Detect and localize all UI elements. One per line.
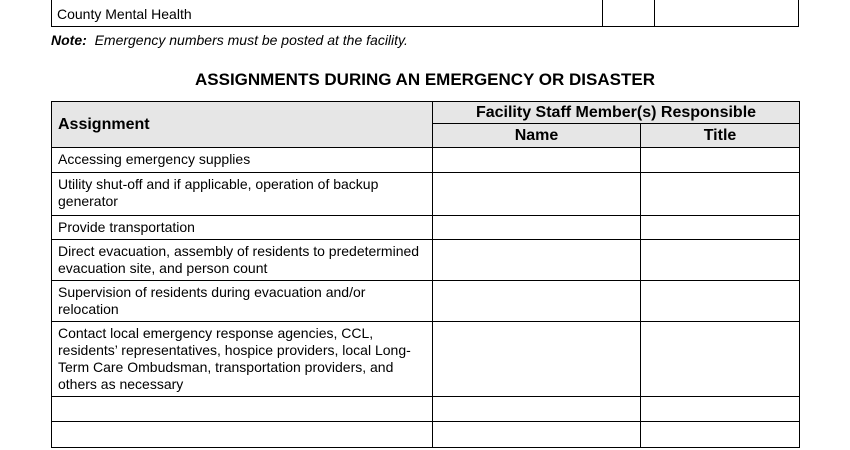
table-row bbox=[52, 281, 799, 322]
table-row bbox=[52, 422, 799, 447]
assignment-header-label: Assignment bbox=[58, 116, 150, 133]
assignment-column-header bbox=[52, 102, 433, 147]
title-input-cell[interactable] bbox=[641, 173, 799, 215]
assignment-cell: Supervision of residents during evacuation and/or relocation bbox=[52, 281, 433, 321]
name-column-header: Name bbox=[433, 124, 641, 147]
title-input-cell[interactable] bbox=[641, 148, 799, 172]
name-input-cell[interactable] bbox=[433, 397, 641, 421]
county-mental-health-label: County Mental Health bbox=[57, 6, 192, 22]
title-input-cell[interactable] bbox=[641, 281, 799, 321]
title-input-cell[interactable] bbox=[641, 422, 799, 447]
contact-cell-blank[interactable] bbox=[603, 0, 655, 26]
name-input-cell[interactable] bbox=[433, 322, 641, 396]
table-row bbox=[52, 322, 799, 397]
name-input-cell[interactable] bbox=[433, 240, 641, 280]
title-input-cell[interactable] bbox=[641, 240, 799, 280]
name-input-cell[interactable] bbox=[433, 173, 641, 215]
top-contact-table bbox=[51, 0, 799, 27]
county-mental-health-cell bbox=[52, 0, 603, 26]
assignment-cell: Provide transportation bbox=[52, 216, 433, 239]
title-column-header: Title bbox=[703, 127, 737, 144]
table-row bbox=[52, 148, 799, 173]
assignment-cell: Utility shut-off and if applicable, operation of backup generator bbox=[52, 173, 433, 215]
assignment-cell: Direct evacuation, assembly of residents to predetermined evacuation site, and person count bbox=[52, 240, 433, 280]
title-input-cell[interactable] bbox=[641, 397, 799, 421]
name-input-cell[interactable] bbox=[433, 148, 641, 172]
note-body: Emergency numbers must be posted at the facility. bbox=[94, 32, 408, 48]
assignment-cell: Accessing emergency supplies bbox=[52, 148, 433, 172]
table-body bbox=[52, 148, 799, 447]
table-row bbox=[52, 397, 799, 422]
assignment-cell[interactable] bbox=[52, 422, 433, 447]
table-row bbox=[52, 173, 799, 216]
name-input-cell[interactable] bbox=[433, 422, 641, 447]
table-row bbox=[52, 216, 799, 240]
section-title: ASSIGNMENTS DURING AN EMERGENCY OR DISASTER bbox=[195, 70, 655, 89]
table-header bbox=[52, 102, 799, 148]
note-text bbox=[51, 32, 408, 48]
name-input-cell[interactable] bbox=[433, 281, 641, 321]
assignment-cell[interactable] bbox=[52, 397, 433, 421]
responsible-group-header: Facility Staff Member(s) Responsible bbox=[433, 102, 799, 124]
title-input-cell[interactable] bbox=[641, 216, 799, 239]
assignment-cell: Contact local emergency response agencies, CCL, residents’ representatives, hospice providers, local Long-Term Care Ombudsman, transportation providers, and others as necessary bbox=[52, 322, 433, 396]
assignments-table bbox=[51, 101, 800, 448]
table-row bbox=[52, 240, 799, 281]
title-input-cell[interactable] bbox=[641, 322, 799, 396]
note-prefix: Note: bbox=[51, 32, 87, 48]
name-input-cell[interactable] bbox=[433, 216, 641, 239]
